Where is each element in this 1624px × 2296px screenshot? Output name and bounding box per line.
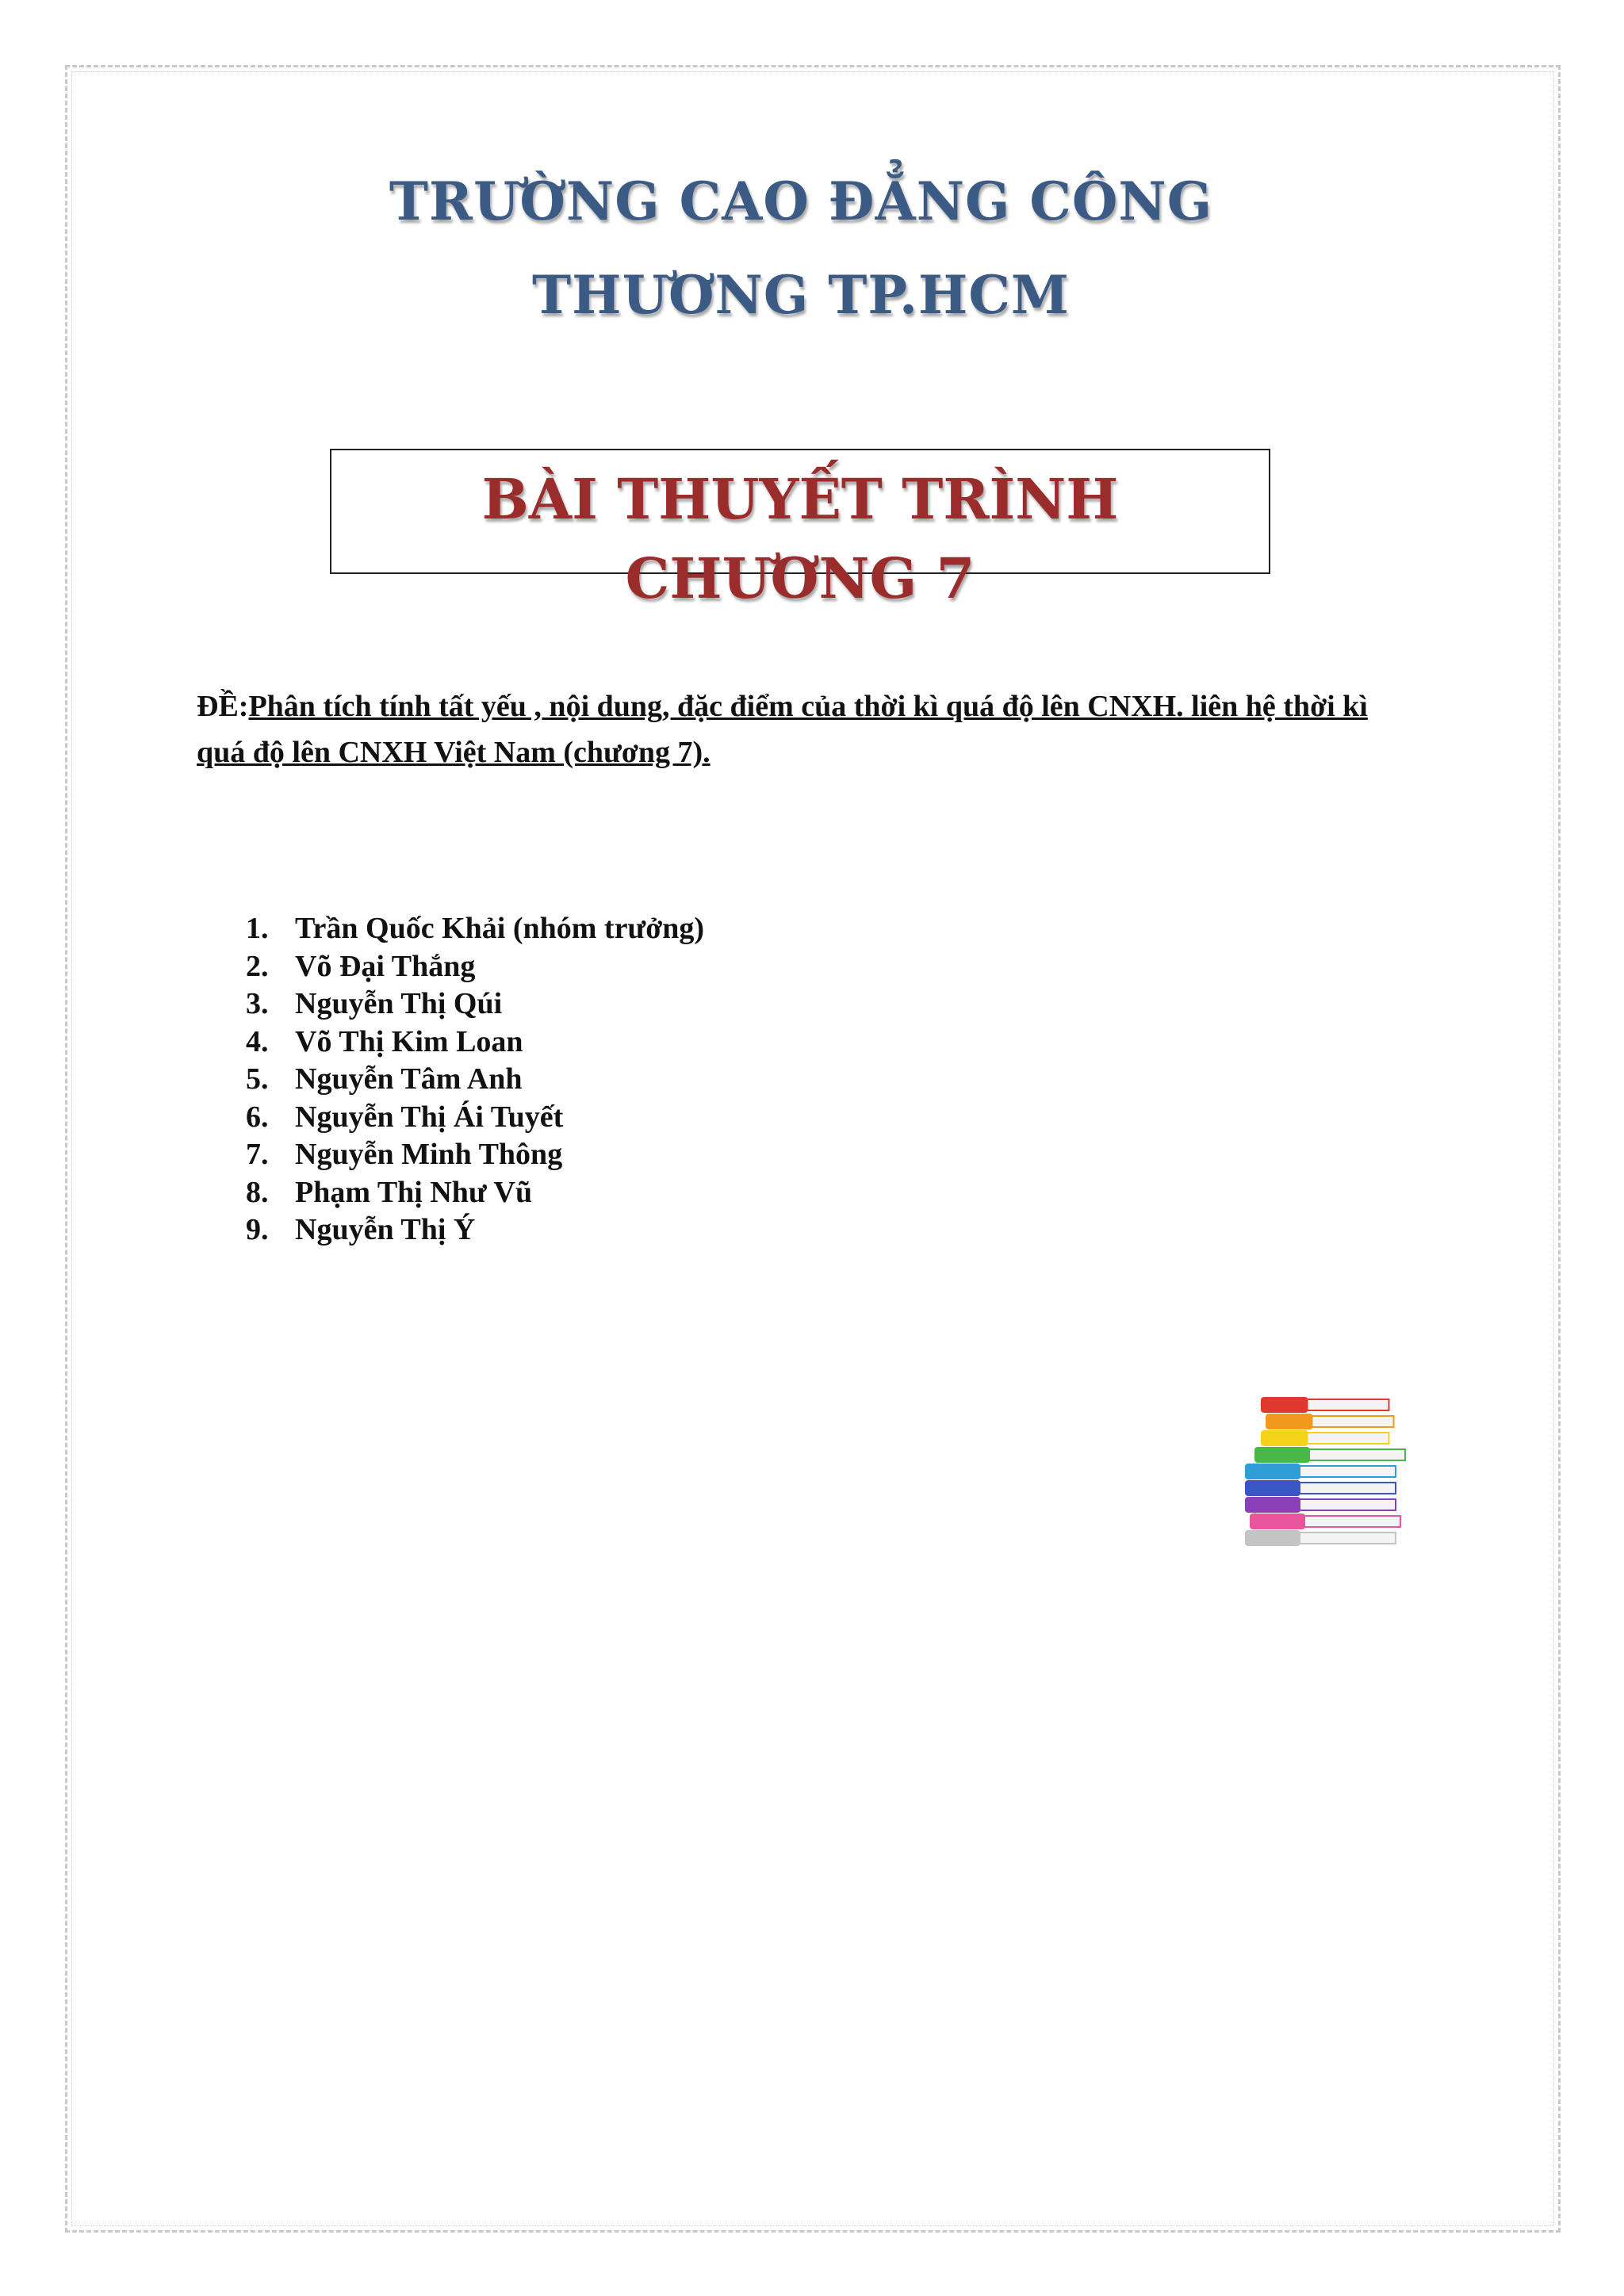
member-item — [246, 910, 704, 948]
member-number: 7. — [246, 1138, 269, 1171]
member-name: Võ Đại Thắng — [295, 949, 476, 983]
stack-of-books-icon — [1229, 1380, 1443, 1554]
member-name: Nguyễn Thị Ý — [295, 1213, 476, 1246]
presentation-title: BÀI THUYẾT TRÌNH CHƯƠNG 7 — [481, 466, 1119, 611]
book — [1250, 1513, 1400, 1529]
member-name: Nguyễn Tâm Anh — [295, 1062, 523, 1096]
member-number: 3. — [246, 987, 269, 1020]
book — [1266, 1414, 1394, 1429]
member-number: 1. — [246, 912, 269, 945]
member-item — [246, 1024, 704, 1062]
book — [1254, 1447, 1405, 1463]
school-name-line1: TRƯỜNG CAO ĐẲNG CÔNG — [389, 170, 1213, 232]
member-list — [246, 910, 704, 1249]
topic-text: Phân tích tính tất yếu , nội dung, đặc điểm của thời kì quá độ lên CNXH. liên hệ thời kì quá độ lên CNXH Việt Nam (chương 7). — [197, 690, 1368, 769]
book — [1245, 1530, 1396, 1546]
member-item — [246, 985, 704, 1024]
school-name-line2: THƯƠNG TP.HCM — [532, 264, 1070, 326]
member-name: Nguyễn Minh Thông — [295, 1138, 563, 1171]
topic-paragraph — [197, 683, 1370, 775]
member-name: Trần Quốc Khải (nhóm trưởng) — [295, 912, 705, 945]
title-box — [330, 449, 1270, 611]
member-name: Nguyễn Thị Ái Tuyết — [295, 1100, 564, 1134]
member-item — [246, 1061, 704, 1099]
member-number: 4. — [246, 1024, 269, 1058]
member-name: Võ Thị Kim Loan — [295, 1024, 523, 1058]
book — [1261, 1397, 1389, 1413]
member-item — [246, 1211, 704, 1249]
member-number: 6. — [246, 1100, 269, 1134]
book — [1245, 1464, 1396, 1479]
member-number: 8. — [246, 1175, 269, 1209]
member-item — [246, 1099, 704, 1137]
topic-label: ĐỀ: — [197, 690, 249, 723]
member-name: Phạm Thị Như Vũ — [295, 1175, 533, 1209]
member-number: 2. — [246, 949, 269, 983]
member-number: 9. — [246, 1213, 269, 1246]
member-name: Nguyễn Thị Qúi — [295, 987, 503, 1020]
book — [1245, 1480, 1396, 1496]
book — [1245, 1497, 1396, 1513]
member-item — [246, 1174, 704, 1212]
school-name — [0, 155, 1602, 342]
member-number: 5. — [246, 1062, 269, 1096]
member-item — [246, 948, 704, 986]
book — [1261, 1430, 1389, 1446]
member-item — [246, 1136, 704, 1174]
